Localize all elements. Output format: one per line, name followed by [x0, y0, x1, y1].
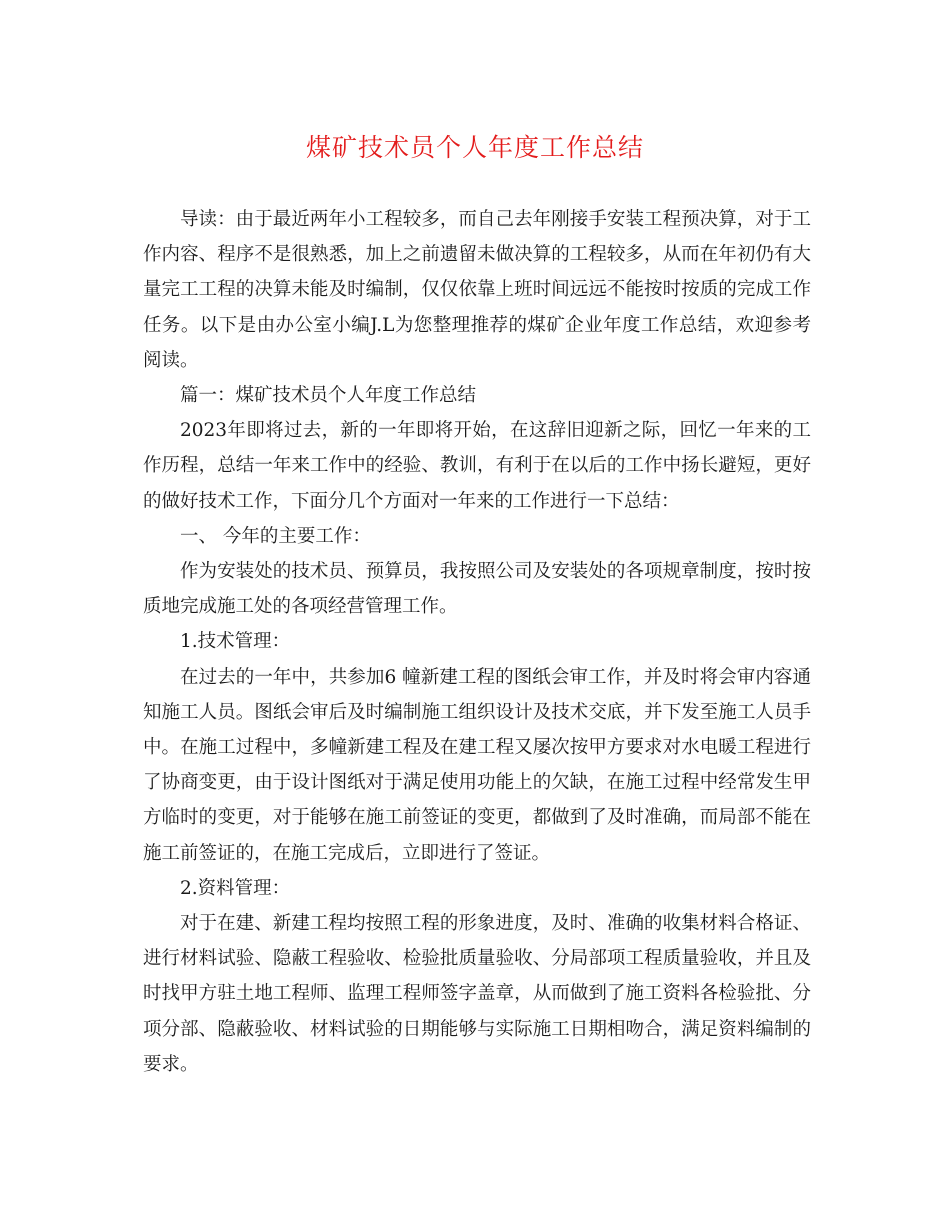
subheading-tech-management: 1.技术管理： [180, 631, 291, 653]
page-title: 煤矿技术员个人年度工作总结 [305, 133, 644, 162]
section-heading-main-work: 一、 今年的主要工作： [180, 525, 371, 547]
opening-paragraph: 2023年即将过去，新的一年即将开始，在这辞旧迎新之际，回忆一年来的工作历程，总结一年来工作中的经验、教训，有利于在以后的工作中扬长避短，更好的做好技术工作，下面分几个方面对一年来的工作进行一下总结： [143, 420, 811, 512]
subheading-document-management: 2.资料管理： [180, 877, 291, 899]
tech-management-paragraph: 在过去的一年中，共参加6 幢新建工程的图纸会审工作，并及时将会审内容通知施工人员。图纸会审后及时编制施工组织设计及技术交底，并下发至施工人员手中。在施工过程中，多幢新建工程及在建工程又屡次按甲方要求对水电暖工程进行了协商变更，由于设计图纸对于满足使用功能上的欠缺，在施工过程中经常发生甲方临时的变更，对于能够在施工前签证的变更，都做到了及时准确，而局部不能在施工前签证的，在施工完成后，立即进行了签证。 [143, 666, 811, 864]
document-body [143, 202, 811, 1082]
section-heading-part-one: 篇一：煤矿技术员个人年度工作总结 [180, 385, 477, 407]
intro-paragraph: 导读：由于最近两年小工程较多，而自己去年刚接手安装工程预决算，对于工作内容、程序不是很熟悉，加上之前遗留未做决算的工程较多，从而在年初仍有大量完工工程的决算未能及时编制，仅仅依靠上班时间远远不能按时按质的完成工作任务。以下是由办公室小编J.L为您整理推荐的煤矿企业年度工作总结，欢迎参考阅读。 [143, 209, 811, 371]
document-management-paragraph: 对于在建、新建工程均按照工程的形象进度，及时、准确的收集材料合格证、进行材料试验、隐蔽工程验收、检验批质量验收、分局部项工程质量验收，并且及时找甲方驻土地工程师、监理工程师签字盖章，从而做到了施工资料各检验批、分项分部、隐蔽验收、材料试验的日期能够与实际施工日期相吻合，满足资料编制的要求。 [143, 913, 811, 1075]
main-work-paragraph: 作为安装处的技术员、预算员，我按照公司及安装处的各项规章制度，按时按质地完成施工处的各项经营管理工作。 [143, 561, 811, 618]
